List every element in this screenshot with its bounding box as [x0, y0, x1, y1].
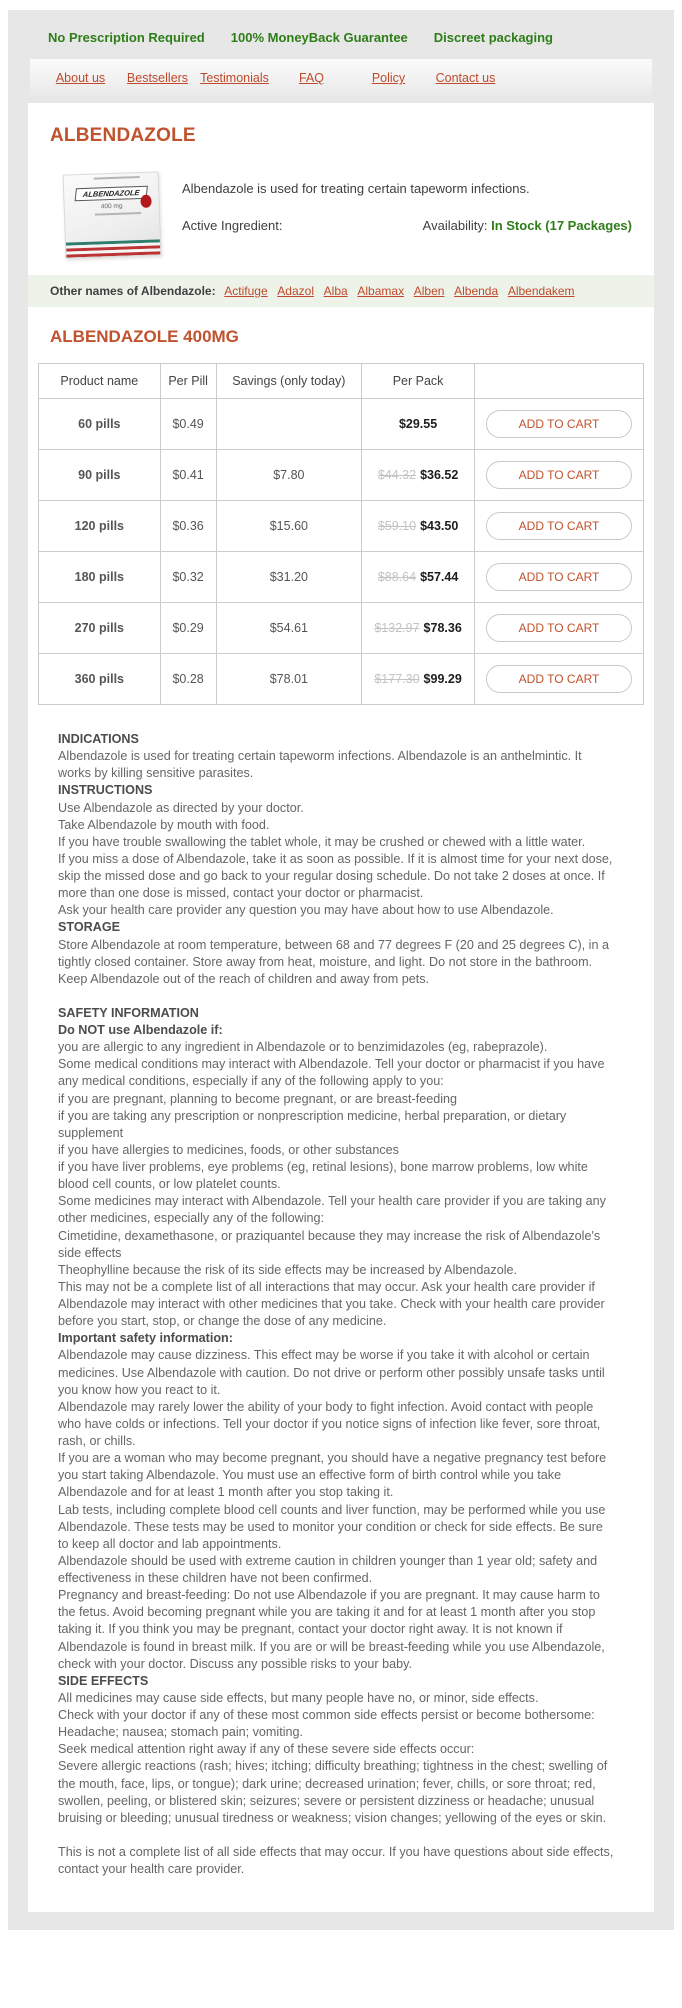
page: [0, 10, 682, 1930]
availability-label: Availability:: [422, 218, 488, 233]
info-paragraph: This may not be a complete list of all interactions that may occur. Ask your health care provider if Albendazole may interact with other medicines that you take. Check with your health care provider before you start, stop, or change the dose of any medicine.: [58, 1279, 605, 1329]
cell-add-to-cart: [475, 501, 644, 552]
add-to-cart-button[interactable]: ADD TO CART: [486, 614, 632, 642]
add-to-cart-button[interactable]: ADD TO CART: [486, 512, 632, 540]
nav-testimonials[interactable]: Testimonials: [200, 71, 269, 85]
info-paragraph: Ask your health care provider any question you may have about how to use Albendazole.: [58, 903, 554, 918]
other-name-link-adazol[interactable]: Adazol: [277, 284, 314, 298]
cell-product-name: 180 pills: [39, 552, 161, 603]
cell-product-name: 360 pills: [39, 654, 161, 705]
info-section-heading: Important safety information:: [58, 1331, 233, 1346]
cell-savings: $7.80: [216, 450, 362, 501]
box-decor-line: [94, 176, 140, 180]
other-names-label: Other names of Albendazole:: [50, 284, 216, 298]
info-paragraph: If you are a woman who may become pregnant, you should have a negative pregnancy test before you start taking Albendazole. You must use an effective form of birth control while you take Albendazole and for at least 1 month after you stop taking it.: [58, 1451, 607, 1500]
old-price: $88.64: [377, 570, 417, 584]
cell-add-to-cart: [475, 552, 644, 603]
other-name-link-alba[interactable]: Alba: [323, 284, 348, 298]
info-section-heading: SIDE EFFECTS: [58, 1673, 149, 1688]
cell-product-name: 60 pills: [39, 399, 161, 450]
box-dose-label: 400 mg: [100, 202, 123, 211]
box-brand-label: ALBENDAZOLE: [75, 186, 148, 202]
pack-price: $36.52: [420, 468, 459, 482]
pricing-row: [39, 603, 644, 654]
cell-per-pill: $0.41: [160, 450, 216, 501]
cell-savings: [216, 399, 362, 450]
availability: [423, 218, 632, 233]
col-cart: [475, 364, 644, 399]
pricing-table: [38, 363, 644, 705]
info-paragraph: If you have trouble swallowing the tablet whole, it may be crushed or chewed with a little water.: [58, 834, 586, 849]
info-section-heading: SAFETY INFORMATION: [58, 1005, 199, 1020]
pack-price: $29.55: [398, 417, 438, 431]
info-paragraph: Some medical conditions may interact with Albendazole. Tell your doctor or pharmacist if you have any medical conditions, especially if any of the following apply to you:: [58, 1057, 605, 1089]
nav-faq[interactable]: FAQ: [298, 71, 324, 85]
add-to-cart-button[interactable]: ADD TO CART: [486, 563, 632, 591]
info-paragraph: Severe allergic reactions (rash; hives; itching; difficulty breathing; tightness in the chest; swelling of the mouth, face, lips, or tongue); dark urine; decreased urination; fever, chills, or sore throat; red, swollen, peeling, or blistered skin; seizures; severe or persistent dizziness or headache; unusual bruising or bleeding; unusual tiredness or weakness; vision changes; yellowing of the eyes or skin.: [58, 1759, 608, 1825]
cell-per-pack: [362, 654, 475, 705]
cell-per-pack: [362, 501, 475, 552]
cell-per-pack: [362, 399, 475, 450]
ingredient-availability-row: [182, 218, 632, 233]
info-paragraph: Albendazole should be used with extreme caution in children younger than 1 year old; safety and effectiveness in these children have not been confirmed.: [58, 1553, 598, 1585]
cell-add-to-cart: [475, 654, 644, 705]
text-spacer: [58, 988, 616, 1005]
text-spacer: [58, 1827, 616, 1844]
drug-information: [28, 705, 654, 1904]
info-section-heading: STORAGE: [58, 920, 121, 935]
col-product-name: Product name: [39, 364, 161, 399]
nav-contact-us[interactable]: Contact us: [435, 71, 496, 85]
cell-savings: $54.61: [216, 603, 362, 654]
info-paragraph: Theophylline because the risk of its side effects may be increased by Albendazole.: [58, 1262, 518, 1277]
info-paragraph: Albendazole may cause dizziness. This effect may be worse if you take it with alcohol or certain medicines. Use Albendazole with caution. Do not drive or perform other possibly unsafe tasks until you know how you react to it.: [58, 1348, 605, 1397]
info-paragraph: Take Albendazole by mouth with food.: [58, 817, 270, 832]
info-paragraph: All medicines may cause side effects, but many people have no, or minor, side effects.: [58, 1690, 539, 1705]
other-names-strip: [28, 275, 654, 307]
content-band: [8, 10, 674, 1930]
pricing-row: [39, 501, 644, 552]
info-paragraph: Albendazole is used for treating certain tapeworm infections. Albendazole is an anthelmintic. It works by killing sensitive parasites.: [58, 749, 582, 781]
info-paragraph: if you have allergies to medicines, foods, or other substances: [58, 1142, 399, 1157]
info-paragraph: Some medicines may interact with Albendazole. Tell your health care provider if you are taking any other medicines, especially any of the following:: [58, 1194, 606, 1226]
other-name-link-albamax[interactable]: Albamax: [357, 284, 405, 298]
pack-price: $57.44: [420, 570, 459, 584]
pack-price: $43.50: [420, 519, 459, 533]
info-paragraph: Check with your doctor if any of these most common side effects persist or become bothersome:: [58, 1708, 595, 1722]
active-ingredient-label: Active Ingredient:: [182, 218, 283, 233]
page-title: ALBENDAZOLE: [50, 125, 196, 146]
info-section-heading: INSTRUCTIONS: [58, 783, 153, 798]
pricing-row: [39, 450, 644, 501]
add-to-cart-button[interactable]: ADD TO CART: [486, 410, 632, 438]
info-paragraph: Pregnancy and breast-feeding: Do not use Albendazole if you are pregnant. It may cause harm to the fetus. Avoid becoming pregnant while you are taking it and for at least 1 month after you stop taking it. If you think you may be pregnant, contact your doctor right away. It is not known if Albendazole is found in breast milk. If you are or will be breast-feeding while you use Albendazole, check with your doctor. Discuss any possible risks to your baby.: [58, 1588, 605, 1671]
info-paragraph: Albendazole may rarely lower the ability of your body to fight infection. Avoid contact with people who have colds or infections. Tell your doctor if you notice signs of infection like fever, sore throat, rash, or chills.: [58, 1399, 601, 1448]
cell-savings: $31.20: [216, 552, 362, 603]
assurance-discreet: Discreet packaging: [433, 30, 553, 45]
nav-policy[interactable]: Policy: [371, 71, 406, 85]
product-overview: [28, 147, 654, 275]
info-paragraph: if you are taking any prescription or nonprescription medicine, herbal preparation, or dietary supplement: [58, 1108, 567, 1140]
info-paragraph: if you have liver problems, eye problems (eg, retinal lesions), bone marrow problems, low white blood cell counts, or low platelet counts.: [58, 1160, 588, 1192]
assurance-moneyback: 100% MoneyBack Guarantee: [230, 30, 408, 45]
other-name-link-albenda[interactable]: Albenda: [454, 284, 499, 298]
other-name-link-alben[interactable]: Alben: [413, 284, 445, 298]
product-card: [28, 103, 654, 1912]
product-image: [63, 171, 162, 258]
cell-add-to-cart: [475, 399, 644, 450]
cell-per-pack: [362, 603, 475, 654]
pricing-row: [39, 399, 644, 450]
pack-price: $78.36: [423, 621, 462, 635]
info-paragraph: Headache; nausea; stomach pain; vomiting.: [58, 1725, 304, 1740]
cell-per-pill: $0.29: [160, 603, 216, 654]
cell-savings: $15.60: [216, 501, 362, 552]
col-per-pill: Per Pill: [160, 364, 216, 399]
pricing-heading: ALBENDAZOLE 400MG: [50, 327, 239, 346]
cell-per-pill: $0.36: [160, 501, 216, 552]
info-paragraph: Cimetidine, dexamethasone, or praziquantel because they may increase the risk of Albendazole's side effects: [58, 1228, 601, 1260]
cell-per-pill: $0.28: [160, 654, 216, 705]
nav-bestsellers[interactable]: Bestsellers: [126, 71, 189, 85]
pricing-row: [39, 654, 644, 705]
info-paragraph: Use Albendazole as directed by your doctor.: [58, 800, 304, 815]
old-price: $59.10: [377, 519, 417, 533]
product-copy: [182, 173, 632, 233]
cell-per-pill: $0.49: [160, 399, 216, 450]
assurance-no-prescription: No Prescription Required: [48, 30, 205, 45]
product-description: Albendazole is used for treating certain tapeworm infections.: [182, 181, 530, 196]
other-name-link-actifuge[interactable]: Actifuge: [224, 284, 268, 298]
info-paragraph: If you miss a dose of Albendazole, take it as soon as possible. If it is almost time for your next dose, skip the missed dose and go back to your regular dosing schedule. Do not take 2 doses at once. If more than one dose is missed, contact your doctor or pharmacist.: [58, 851, 613, 901]
info-section-heading: Do NOT use Albendazole if:: [58, 1023, 223, 1037]
info-paragraph: Lab tests, including complete blood cell counts and liver function, may be performed while you use Albendazole. These tests may be used to monitor your condition or check for side effects. Be sure to keep all doctor and lab appointments.: [58, 1502, 606, 1551]
old-price: $132.97: [374, 621, 420, 635]
cell-add-to-cart: [475, 450, 644, 501]
info-paragraph: Seek medical attention right away if any of these severe side effects occur:: [58, 1742, 475, 1757]
old-price: $44.32: [377, 468, 417, 482]
nav-about-us[interactable]: About us: [55, 71, 106, 85]
cell-product-name: 90 pills: [39, 450, 161, 501]
old-price: $177.30: [374, 672, 420, 686]
box-stripes: [66, 239, 160, 257]
cell-per-pack: [362, 450, 475, 501]
col-per-pack: Per Pack: [362, 364, 475, 399]
info-section-heading: INDICATIONS: [58, 732, 139, 746]
pricing-row: [39, 552, 644, 603]
main-nav: [30, 59, 652, 97]
info-paragraph: if you are pregnant, planning to become pregnant, or are breast-feeding: [58, 1091, 458, 1106]
availability-value: In Stock (17 Packages): [491, 218, 632, 233]
pack-price: $99.29: [423, 672, 462, 686]
cell-product-name: 270 pills: [39, 603, 161, 654]
cell-savings: $78.01: [216, 654, 362, 705]
other-name-link-albendakem[interactable]: Albendakem: [507, 284, 575, 298]
cell-per-pack: [362, 552, 475, 603]
pricing-header-row: [39, 364, 644, 399]
cell-add-to-cart: [475, 603, 644, 654]
info-paragraph: you are allergic to any ingredient in Albendazole or to benzimidazoles (eg, rabeprazole).: [58, 1040, 548, 1055]
info-paragraph: Store Albendazole at room temperature, between 68 and 77 degrees F (20 and 25 degrees C), in a tightly closed container. Store away from heat, moisture, and light. Do not store in the bathroom. Keep Albendazole out of the reach of children and away from pets.: [58, 937, 609, 986]
assurance-bar: [8, 10, 674, 59]
col-savings: Savings (only today): [216, 364, 362, 399]
box-decor-line: [95, 212, 141, 216]
cell-per-pill: $0.32: [160, 552, 216, 603]
add-to-cart-button[interactable]: ADD TO CART: [486, 665, 632, 693]
info-paragraph: This is not a complete list of all side effects that may occur. If you have questions about side effects, contact your health care provider.: [58, 1844, 614, 1876]
cell-product-name: 120 pills: [39, 501, 161, 552]
add-to-cart-button[interactable]: ADD TO CART: [486, 461, 632, 489]
